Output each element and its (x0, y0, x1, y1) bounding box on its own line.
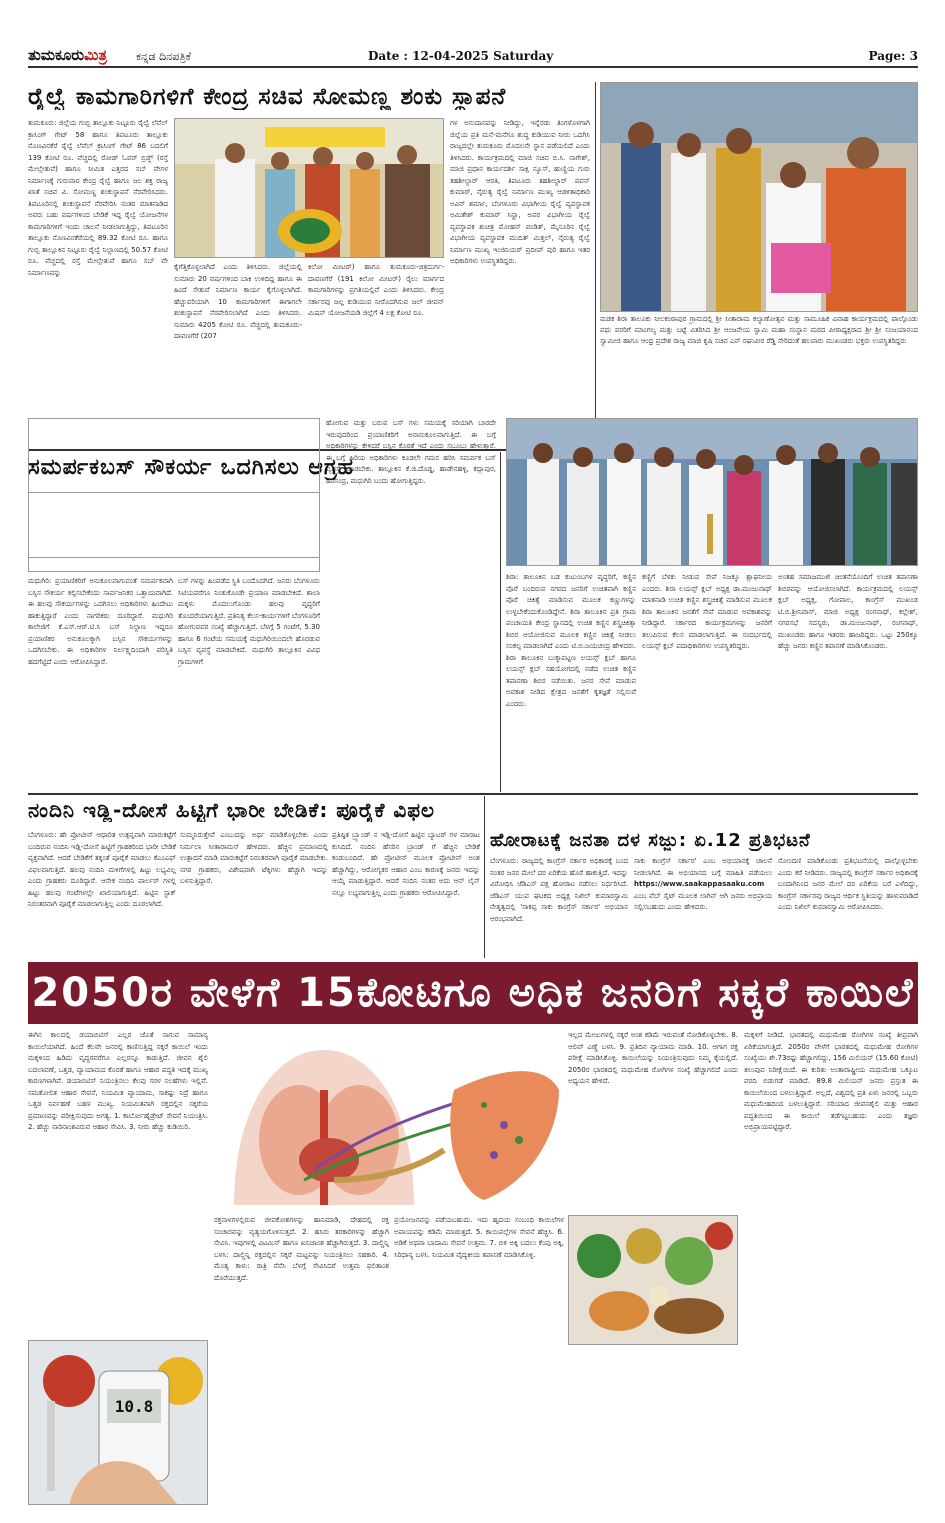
tagline: ಕನ್ನಡ ದಿನಪತ್ರಿಕೆ (136, 50, 192, 63)
page-number: Page: 3 (868, 49, 918, 63)
headline-bus-service: ಸಮರ್ಪಕಬಸ್ ಸೌಕರ್ಯ ಒದಗಿಸಲು ಆಗ್ರಹ (28, 455, 354, 480)
column-divider (500, 452, 501, 792)
jds-website-link[interactable]: https://www.saakappasaaku.com (634, 880, 765, 888)
article-eye-col1: ಶಿರಾ: ತಾಲೂಕಿನ ಬಡ ಕುಟುಂಬಗಳ ವೃದ್ಧರಿಗೆ, ಕಣ್ಣಿನ ಪೊರೆ ಬಂದಿರುವ ನಗರದ ಜನರಿಗೆ ಉಚಿತವಾಗಿ ಕಣ್ಣಿನ ಪೊರೆ ಚಿಕಿತ್ಸೆ ಮಾಡಿಸುವ ಮೂಲಕ ಕಣ್ಣುಗಳನ್ನು ಉಳ್ಳಬೇಕೆಂದುಕೊಂಡಿದ್ದೇನೆ. ಶಿರಾ ತಾಲೂಕಿನ ಪ್ರತಿ ಗ್ರಾಮ ಪಂಚಾಯತಿ ಕೇಂದ್ರ ಸ್ಥಾನದಲ್ಲಿ ಉಚಿತ ಕಣ್ಣಿನ ಶಸ್ತ್ರಚಿಕಿತ್ಸಾ ಶಿಬಿರ ಆಯೋಜಿಸುವ ಮೂಲಕ ಕಣ್ಣಿನ ಚಿಕಿತ್ಸೆ ನೀಡಲು ಸಂಕಲ್ಪ ಮಾಡಲಾಗಿದೆ ಎಂದು ಟಿ.ಬಿ.ಜಯಚಂದ್ರ ಹೇಳಿದರು. ಶಿರಾ ತಾಲೂಕಿನ ಬುಕ್ಕಾಪಟ್ಟಣ ಲಯನ್ಸ್ ಕ್ಲಬ್ ಹಾಗೂ ಲಯನ್ಸ್ ಕ್ಲಬ್ ಸಹಯೋಗದಲ್ಲಿ ನಡೆದ ಉಚಿತ ಕಣ್ಣಿನ ತಪಾಸಣಾ ಶಿಬಿರ ನಡೆಯಿತು. ಜನರ ಸೇವೆ ಮಾಡುವ ಅವಕಾಶ ನೀಡಿದ ಕ್ಷೇತ್ರದ ಜನತೆಗೆ ಕೃತಜ್ಞತೆ ಸಲ್ಲಿಸುವೆ ಎಂದರು. (506, 573, 636, 708)
photo-eye-camp-inauguration (506, 418, 918, 566)
column-divider (484, 796, 485, 958)
headline-railway: ರೈಲ್ವೆ ಕಾಮಗಾರಿಗಳಿಗೆ ಕೇಂದ್ರ ಸಚಿವ ಸೋಮಣ್ಣ ಶಂಕು ಸ್ಥಾಪನೆ (28, 84, 507, 110)
article-diabetes-col5: ಮಕ್ಕಳಿಗೆ ನೀಡಿದೆ. ಭಾರತದಲ್ಲಿ ಮಧುಮೇಹ ರೋಗಿಗಳ ಸಂಖ್ಯೆ ತೀವ್ರವಾಗಿ ಏರಿಕೆಯಾಗುತ್ತಿದೆ. 2050ರ ವೇಳೆಗೆ ಭಾರತದಲ್ಲಿ ಮಧುಮೇಹ ರೋಗಿಗಳ ಸಂಖ್ಯೆಯು ಶೇ.73ರಷ್ಟು ಹೆಚ್ಚಾಗಲಿದ್ದು, 156 ಮಿಲಿಯನ್ (15.60 ಕೋಟಿ) ತಲುಪುವ ನಿರೀಕ್ಷೆಯಿದೆ. ಈ ಕುರಿತು ಅಂತಾರಾಷ್ಟ್ರೀಯ ಮಧುಮೇಹ ಒಕ್ಕೂಟ ವರದಿ ಬಿಡುಗಡೆ ಮಾಡಿದೆ. 89.8 ಮಿಲಿಯನ್ ಜನರು ಪ್ರಸ್ತುತ ಈ ಕಾಯಿಲೆಯಿಂದ ಬಳಲುತ್ತಿದ್ದಾರೆ. ಅಲ್ಲದೆ, ವಿಶ್ವದಲ್ಲಿ ಪ್ರತಿ ಏಳು ಜನರಲ್ಲಿ ಒಬ್ಬರು ಮಧುಮೇಹದಿಂದ ಬಳಲುತ್ತಿದ್ದಾರೆ. ಸರಿಯಾದ ಜೀವನಶೈಲಿ ಮತ್ತು ಆಹಾರ ಪದ್ಧತಿಯಿಂದ ಈ ಕಾಯಿಲೆ ತಡೆಗಟ್ಟಬಹುದು ಎಂದು ತಜ್ಞರು ಅಭಿಪ್ರಾಯಪಟ್ಟಿದ್ದಾರೆ. (744, 1031, 918, 1131)
article-diabetes-col4b (568, 1350, 738, 1505)
issue-date: Date : 12-04-2025 Saturday (368, 49, 554, 63)
banner-headline-diabetes: 2050ರ ವೇಳೆಗೆ 15ಕೋಟಿಗೂ ಅಧಿಕ ಜನರಿಗೆ ಸಕ್ಕರೆ ಕಾಯಿಲೆ (28, 962, 918, 1024)
illustration-pancreas (214, 1030, 564, 1210)
article-diabetes-col2: ರಕ್ತನಾಳಗಳಲ್ಲಿರುವ ಜೀವಕೋಶಗಳನ್ನು ಹಾನಿಮಾಡಿ, ದೇಹದಲ್ಲಿ ರಕ್ತ ಸಂಚಾರವನ್ನು ವ್ಯತ್ಯಯಗೊಳಿಸುತ್ತದೆ. 2. ಹಸಿರು ತರಕಾರಿಗಳನ್ನು ಹೆಚ್ಚಾಗಿ ಸೇವಿಸಿ. ಇವುಗಳಲ್ಲಿ ವಿಟಮಿನ್ ಹಾಗೂ ಖನಿಜಾಂಶ ಹೆಚ್ಚಾಗಿರುತ್ತದೆ. 3. ದಾಲ್ಚಿನ್ನಿ ಬಳಸಿ: ದಾಲ್ಚಿನ್ನಿ ರಕ್ತದಲ್ಲಿನ ಸಕ್ಕರೆ ಮಟ್ಟವನ್ನು ನಿಯಂತ್ರಿಸಲು ಸಹಕಾರಿ. 4. ಮೆಂತ್ಯ ಕಾಳು: ರಾತ್ರಿ ನೆನೆಸಿ ಬೆಳಗ್ಗೆ ಸೇವಿಸಿದರೆ ಉತ್ತಮ ಫಲಿತಾಂಶ ದೊರೆಯುತ್ತದೆ. (214, 1216, 389, 1282)
section-divider (28, 793, 918, 795)
newspaper-logo: ತುಮಕೂರುಮಿತ್ರ (28, 46, 107, 64)
article-eye-col2: ಕಣ್ಣಿಗೆ ಬೆಳಕು ನೀಡುವ ಸೇವೆ ನಿಜಕ್ಕೂ ಶ್ಲಾಘನೀಯ ಎಂದರು. ಶಿರಾ ಲಯನ್ಸ್ ಕ್ಲಬ್ ಅಧ್ಯಕ್ಷ ಡಾ.ಮಂಜುನಾಥ್ ಮಾತನಾಡಿ ಉಚಿತ ಕಣ್ಣಿನ ಶಸ್ತ್ರಚಿಕಿತ್ಸೆ ಮಾಡಿಸುವ ಮೂಲಕ ಶಿರಾ ತಾಲೂಕಿನ ಜನತೆಗೆ ಸೇವೆ ಮಾಡುವ ಅವಕಾಶವನ್ನು ನೀಡಿದ್ದಾರೆ. ಸರ್ಕಾರದ ಕಾರ್ಯಕ್ರಮಗಳನ್ನು ಜನರಿಗೆ ತಲುಪಿಸುವ ಕೆಲಸ ಮಾಡಲಾಗುತ್ತಿದೆ. ಈ ಸಂದರ್ಭದಲ್ಲಿ ಲಯನ್ಸ್ ಕ್ಲಬ್ ಪದಾಧಿಕಾರಿಗಳು ಉಪಸ್ಥಿತರಿದ್ದರು. (642, 573, 772, 650)
article-railway-col2: ಕೈಗೆತ್ತಿಕೊಳ್ಳಲಾಗಿದೆ ಎಂದು ತಿಳಿಸಿದರು. ಜಿಲ್ಲೆಯಲ್ಲಿ ಸುಮಾರು 20 ವರ್ಷಗಳಿಂದ ಬಾಕಿ ಉಳಿದಿದ್ದ ಹಾಗೂ ಈ ಹಿಂದೆ ಸೇತುವೆ ನಿರ್ಮಾಣ ಕಾರ್ಯ ಕೈಗೊಳ್ಳಲಾಗಿದೆ. ಹೆಚ್ಚುವರಿಯಾಗಿ 10 ಕಾಮಗಾರಿಗಳಿಗೆ ಈಗಾಗಲೇ ಶಂಕುಸ್ಥಾಪನೆ ನೆರವೇರಿಸಲಾಗಿದೆ ಎಂದು ತಿಳಿಸಿದರು. ಸುಮಾರು 4205 ಕೋಟಿ ರೂ. ವೆಚ್ಚದಲ್ಲಿ ತುಮಕೂರು-ದಾವಣಗೆರೆ (207 (174, 263, 302, 340)
article-railway-col4: ಗಳ ಅನುದಾನವನ್ನು ನೀಡಿದ್ದು, ಇನ್ನೆರಡು ತಿಂಗಳೊಳಗಾಗಿ ಜಿಲ್ಲೆಯ ಪ್ರತಿ ಮನೆ-ಮನೆಗೂ ಶುದ್ಧ ಕುಡಿಯುವ ನೀರು ಒದಗಿಸಿ ರಾಜ್ಯದಲ್ಲೇ ತುಮಕೂರು ಮೊದಲನೇ ಸ್ಥಾನ ಪಡೆಯಲಿದೆ ಎಂದು ತಿಳಿಸಿದರು. ಕಾರ್ಯಕ್ರಮದಲ್ಲಿ ಮಾಜಿ ಸಚಿವ ಬಿ.ಸಿ. ನಾಗೇಶ್, ಮಾಜಿ ಪ್ರಧಾನ ಕಾರ್ಯದರ್ಶಿ ಸಾಕ್ಷಿ ನ್ಯೂಸ್, ಹುಣ್ಣಿಯ ಗುರು ತಹಶೀಲ್ದಾರ್ ಆರತಿ, ತಿಪಟೂರು ತಹಶೀಲ್ದಾರ್ ಪವನ್ ಕುಮಾರ್, ನೈರುತ್ಯ ರೈಲ್ವೆ ನಿರ್ಮಾಣ ಮುಖ್ಯ ಆಡಳಿತಾಧಿಕಾರಿ ಅವಿನ್ ಶರ್ಮಾ, ಬೆಂಗಳೂರು ವಿಭಾಗೀಯ ರೈಲ್ವೆ ವ್ಯವಸ್ಥಾಪಕ ಅಮಿತೇಶ್ ಕುಮಾರ್ ಸಿನ್ಹಾ, ಅಪರ ವಿಭಾಗೀಯ ರೈಲ್ವೆ ವ್ಯವಸ್ಥಾಪಕ ಶುಚಿತ್ರ ಮೋಹನ್ ಪಂಡಿತ್, ಮೈಸೂರಿನ ರೈಲ್ವೆ ವಿಭಾಗೀಯ ವ್ಯವಸ್ಥಾಪಕ ಮುದಿತ್ ಮಿತ್ತಲ್, ನೈರುತ್ಯ ರೈಲ್ವೆ ನಿರ್ಮಾಣ ಮುಖ್ಯ ಇಂಜಿನಿಯರ್ ಪ್ರದೀಪ್ ಪುರಿ ಹಾಗೂ ಇತರ ಅಧಿಕಾರಿಗಳು ಉಪಸ್ಥಿತರಿದ್ದರು. (450, 119, 590, 265)
photo-healthy-food (568, 1215, 738, 1345)
article-jds-col2: ಸಾಕು ಕಾಂಗ್ರೆಸ್ ಸರ್ಕಾರ' ಎಂಬ ಅಭಿಯಾನಕ್ಕೆ ಚಾಲನೆ ನೀಡಲಾಗಿದೆ. ಈ ಅಭಿಯಾನದ ಬಗ್ಗೆ ಮಾಹಿತಿ ಪಡೆಯಲು https://www.saakappasaaku.com ಎಂಬ ವೆಬ್ ಸೈಟ್ ಮೂಲಕ ಲಾಗಿನ್ ಆಗಿ ಜನರು ಅಭಿಪ್ರಾಯ ಸಲ್ಲಿಸಬಹುದು ಎಂದು ಹೇಳಿದರು. (634, 857, 772, 911)
article-diabetes-col4: ಇಲ್ಲದ ಮೇಜುಗಳಲ್ಲಿ ಸಕ್ಕರೆ ಅಂಶ ಕಡಿಮೆ ಇರುವಂತೆ ನೋಡಿಕೊಳ್ಳಬೇಕು. 8. ಆಲಿವ್ ಎಣ್ಣೆ ಬಳಸಿ. 9. ಪ್ರತಿದಿನ ವ್ಯಾಯಾಮ ಮಾಡಿ. 10. ಆಗಾಗ ರಕ್ತ ಪರೀಕ್ಷೆ ಮಾಡಿಸಿಕೊಳ್ಳಿ. ಕಾಯಿಲೆಯನ್ನು ನಿಯಂತ್ರಿಸುವುದು ನಿಮ್ಮ ಕೈಯಲ್ಲಿದೆ. 2050ರ ಭಾರತದಲ್ಲಿ ಮಧುಮೇಹ ರೋಗಿಗಳ ಸಂಖ್ಯೆ ಹೆಚ್ಚಾಗಲಿದೆ ಎಂದು ಅಧ್ಯಯನ ಹೇಳಿದೆ. (568, 1031, 738, 1085)
glucometer-reading: 10.8 (114, 1397, 154, 1416)
article-bus-col2: ಬಸ್ ಗಳನ್ನು ಹಿಂಪಡೆದ ಸ್ಥಿತಿ ಬಂದೊದಗಿದೆ. ಜನರು ಬೆಂಗಳೂರು ಸಿಟಿಯವರೆಗೂ ನಿಂತುಕೊಂಡೇ ಪ್ರಯಾಣ ಮಾಡಬೇಕಿದೆ. ಶಾಲಾ ಮಕ್ಕಳು ಮೊದಲುಗೊಂಡು ಹಲವು ವೃದ್ಧರಿಗೆ ತೊಂದರೆಯಾಗುತ್ತಿದೆ. ಪ್ರತಿನಿತ್ಯ ಕೆಲಸ-ಕಾರ್ಯಗಳಿಗೆ ಬೆಂಗಳೂರಿಗೆ ಹೋಗುವವರ ಸಂಖ್ಯೆ ಹೆಚ್ಚಾಗುತ್ತಿದೆ. ಬೆಳಗ್ಗೆ 5 ಗಂಟೆಗೆ, 5.30 ಹಾಗೂ 6 ಗಂಟೆಯ ಸಮಯಕ್ಕೆ ಮಧುಗಿರಿಯಿಂದಲೇ ಹೊರಡುವ ಬಸ್ಸಿನ ವ್ಯವಸ್ಥೆ ಮಾಡಬೇಕಿದೆ. ಮಧುಗಿರಿ ತಾಲ್ಲೂಕಿನ ವಿವಿಧ ಗ್ರಾಮಗಳಿಗೆ (178, 577, 320, 666)
article-jds-col1: ಬೆಂಗಳೂರು: ರಾಜ್ಯದಲ್ಲಿ ಕಾಂಗ್ರೆಸ್ ಸರ್ಕಾರ ಅಧಿಕಾರಕ್ಕೆ ಬಂದ ನಂತರ ಜನರ ಮೇಲೆ ದರ ಏರಿಕೆಯ ಹೊರೆ ಹಾಕುತ್ತಿದೆ. ಇದನ್ನು ವಿರೋಧಿಸಿ ಜೆಡಿಎಸ್ ಪಕ್ಷ ಹೋರಾಟ ನಡೆಸಲು ನಿರ್ಧರಿಸಿದೆ. ಜೆಡಿಎಸ್ ಯುವ ಘಟಕದ ಅಧ್ಯಕ್ಷ ನಿಖಿಲ್ ಕುಮಾರಸ್ವಾಮಿ ನೇತೃತ್ವದಲ್ಲಿ 'ಸಾಕಪ್ಪ ಸಾಕು ಕಾಂಗ್ರೆಸ್ ಸರ್ಕಾರ' ಅಭಿಯಾನ ಆರಂಭವಾಗಿದೆ. (490, 857, 628, 923)
masthead (28, 44, 918, 68)
photo-bus-stand-view (28, 492, 320, 572)
caption-mass-wedding: ಮಡಕ ಶಿರಾ ತಾಲೂಕು ನೀಲಕಂಠಾಪುರ ಗ್ರಾಮದಲ್ಲಿ ಶ್ರೀ ಸೀತಾರಾಮ ಕಲ್ಯಾಣೋತ್ಸವ ಮತ್ತು ಸಾಮೂಹಿಕ ವಿವಾಹ ಕಾರ್ಯಕ್ರಮದಲ್ಲಿ ಪಾಲ್ಗೊಂಡು ವಧು ವರರಿಗೆ ಮಾಂಗಲ್ಯ ಮತ್ತು ಬಟ್ಟೆ ವಿತರಿಸಿದ ಶ್ರೀ ಆಂಜನೇಯ ಸ್ವಾಮಿ ಮಹಾ ಸಂಸ್ಥಾನ ಮಠದ ಪೀಠಾಧ್ಯಕ್ಷರಾದ ಶ್ರೀ ಶ್ರೀ ಸಂಜಯಾನಂದ ಸ್ವಾಮೀಜಿ ಹಾಗೂ ಆಂಧ್ರ ಪ್ರದೇಶ ರಾಜ್ಯ ಮಾಜಿ ಕೃಷಿ ಸಚಿವ ಎನ್ ರಘುವೀರ ರೆಡ್ಡಿ ಸೇರಿದಂತೆ ಹಲವಾರು ಮುಖಂಡರು ಭಕ್ತರು ಉಪಸ್ಥಿತರಿದ್ದರು (600, 315, 918, 345)
article-bus-col1: ಮಧುಗಿರಿ: ಪ್ರಯಾಣಿಕರಿಗೆ ಅನುಕೂಲವಾಗುವಂತೆ ಸಮರ್ಪಕವಾಗಿ ಬಸ್ಸಿನ ಸೌಕರ್ಯ ಕಲ್ಪಿಸಬೇಕೆಂದು ಸಾರ್ವಜನಿಕರ ಒತ್ತಾಯವಾಗಿದೆ. ಈ ಹಲವು ಸೌಕರ್ಯಗಳನ್ನು ಒದಗಿಸಲು ಅಧಿಕಾರಿಗಳು ಹಿಂದೇಟು ಹಾಕುತ್ತಿದ್ದಾರೆ ಎಂದು ನಾಗರಿಕರು ದೂರಿದ್ದಾರೆ. ಮಧುಗಿರಿ ಕಾಲೇಜಿಗೆ ಕೆ.ಎಸ್.ಆರ್.ಟಿ.ಸಿ ಬಸ್ ನಿಲ್ದಾಣ ಇದ್ದರೂ ಪ್ರಯಾಣಿಕರ ಅನುಕೂಲಕ್ಕಾಗಿ ಬಸ್ಸಿನ ಸೌಕರ್ಯಗಳನ್ನು ಒದಗಿಸಬೇಕು. ಈ ಅಧಿಕಾರಿಗಳ ನಿರ್ಲಕ್ಷ್ಯದಿಂದಾಗಿ ಪರಿಸ್ಥಿತಿ ಹದಗೆಟ್ಟಿದೆ ಎಂದು ಆರೋಪಿಸಿದ್ದಾರೆ. (28, 577, 173, 666)
photo-glucometer (28, 1340, 208, 1505)
article-nandini-col2: ಸುಮ್ಮನಿರುತ್ತೇವೆ ಎಂಬುದನ್ನು ಅರ್ಥ ಮಾಡಿಕೊಳ್ಳಬೇಕು ಎಂದು ನಿರ್ಮಲಾ ಸೀತಾರಾಮನ್ ಹೇಳಿದರು. ಹೆಚ್ಚಿನ ಪ್ರಮಾಣದಲ್ಲಿ ಉತ್ಪಾದನೆ ಮಾಡಿ ಮಾರುಕಟ್ಟೆಗೆ ನಿರಂತರವಾಗಿ ಪೂರೈಕೆ ಮಾಡಬೇಕು. ನಗರ ಗ್ರಾಹಕರು, ವಿಶೇಷವಾಗಿ ಟೆಕ್ಕಿಗಳು ಹೆಚ್ಚಾಗಿ ಇದನ್ನು ಬಳಸುತ್ತಿದ್ದಾರೆ. (180, 831, 328, 885)
column-divider (595, 82, 596, 448)
photo-railway-ceremony (174, 118, 444, 258)
article-jds-col3: ನೋಂದಣಿ ಮಾಡಿಕೊಂಡು ಪ್ರತಿಭಟನೆಯಲ್ಲಿ ಪಾಲ್ಗೊಳ್ಳಬೇಕು ಎಂದು ಕರೆ ನೀಡಿದರು. ರಾಜ್ಯದಲ್ಲಿ ಕಾಂಗ್ರೆಸ್ ಸರ್ಕಾರ ಅಧಿಕಾರಕ್ಕೆ ಬಂದಾಗಿನಿಂದ ಜನರ ಮೇಲೆ ದರ ಏರಿಕೆಯ ಬರೆ ಎಳೆದಿದ್ದು, ಕಾಂಗ್ರೆಸ್ ಸರ್ಕಾರವು ರಾಜ್ಯದ ಆರ್ಥಿಕ ಸ್ಥಿತಿಯನ್ನು ಹಾಳುಮಾಡಿದೆ ಎಂದು ನಿಖಿಲ್ ಕುಮಾರಸ್ವಾಮಿ ಆರೋಪಿಸಿದರು. (778, 857, 918, 911)
headline-nandini-batter: ನಂದಿನಿ ಇಡ್ಲಿ-ದೋಸೆ ಹಿಟ್ಟಿಗೆ ಭಾರೀ ಬೇಡಿಕೆ: ಪೂರೈಕೆ ವಿಫಲ (28, 798, 436, 822)
article-nandini-col3: ಪ್ರತಿಷ್ಠಿತ ಬ್ರ್ಯಾಂಡ್ ನ ಇಡ್ಲಿ-ದೋಸೆ ಹಿಟ್ಟಿನ ಬ್ಯಾಟರ್ ಗಳ ಮಾರಾಟ ಕುಸಿದಿದೆ. ನಂದಿನಿ ಹೆಸರಿನ ಬ್ರಾಂಡ್ ಗೆ ಹೆಚ್ಚಿನ ಬೇಡಿಕೆ ಕಂಡುಬಂದಿದೆ. ಹೇ ಪ್ರೋಟೀನ್ ಮೂಲಕ ಪ್ರೋಟೀನ್ ಅಂಶ ಹೆಚ್ಚಾಗಿದ್ದು, ಆರೋಗ್ಯಕರ ಆಹಾರ ಎಂಬ ಕಾರಣಕ್ಕೆ ಜನರು ಇದನ್ನು ಆಯ್ಕೆ ಮಾಡುತ್ತಿದ್ದಾರೆ. ಆದರೆ ನಂದಿನಿ ನಂತರ ಅದು ಆನ್ ಲೈನ್ ನಲ್ಲೂ ಲಭ್ಯವಾಗುತ್ತಿಲ್ಲ ಎಂದು ಗ್ರಾಹಕರು ಆರೋಪಿಸಿದ್ದಾರೆ. (332, 831, 480, 897)
article-bus-col-top: ಹೋಗುವ ಮತ್ತು ಬರುವ ಬಸ್ ಗಳು ಸಮಯಕ್ಕೆ ಸರಿಯಾಗಿ ಬಾರದೇ ಇರುವುದರಿಂದ ಪ್ರಯಾಣಿಕರಿಗೆ ಅನಾನುಕೂಲವಾಗುತ್ತಿದೆ. ಈ ಬಗ್ಗೆ ಅಧಿಕಾರಿಗಳನ್ನು ಕೇಳಿದರೆ ಬಸ್ಸಿನ ಕೊರತೆ ಇದೆ ಎಂದು ಸಬೂಬು ಹೇಳುತ್ತಾರೆ. ಈ ಬಗ್ಗೆ ಹಿರಿಯ ಅಧಿಕಾರಿಗಳು ಕೂಡಲೇ ಗಮನ ಹರಿಸಿ ಸಮರ್ಪಕ ಬಸ್ ವ್ಯವಸ್ಥೆ ಮಾಡಬೇಕು. ತಾಲ್ಲೂಕಿನ ಕೆ.ಜಿ.ದೊಡ್ಡ, ಹಾಡೇನಹಳ್ಳಿ, ಕದ್ಲಾಪುರ, ಹರಿಸಂದ್ರ, ಮಧುಗಿರಿ ಬಂದು ಹೋಗುತ್ತಿದ್ದರು. (326, 419, 496, 485)
photo-mass-wedding (600, 82, 918, 312)
headline-jds-protest: ಹೋರಾಟಕ್ಕೆ ಜನತಾ ದಳ ಸಜ್ಜು: ಏ.12 ಪ್ರತಿಭಟನೆ (490, 830, 811, 851)
article-nandini-col1: ಬೆಂಗಳೂರು: ಹೇ ಪ್ರೋಟೀನ್ ಆಧಾರಿತ ಉತ್ಪನ್ನವಾಗಿ ಮಾರುಕಟ್ಟೆಗೆ ಬಂದಿರುವ ನಂದಿನಿ ಇಡ್ಲಿ-ದೋಸೆ ಹಿಟ್ಟಿಗೆ ಗ್ರಾಹಕರಿಂದ ಭಾರೀ ಬೇಡಿಕೆ ವ್ಯಕ್ತವಾಗಿದೆ. ಆದರೆ ಬೇಡಿಕೆಗೆ ತಕ್ಕಂತೆ ಪೂರೈಕೆ ಮಾಡಲು ಕೆಎಂಎಫ್ ವಿಫಲವಾಗುತ್ತಿದೆ. ಹಲವು ನಂದಿನಿ ಮಳಿಗೆಗಳಲ್ಲಿ ಹಿಟ್ಟು ಲಭ್ಯವಿಲ್ಲ ಎಂದು ಗ್ರಾಹಕರು ದೂರಿದ್ದಾರೆ. ಆನೇಕ ನಂದಿನಿ ಪಾರ್ಲರ್ ಗಳಲ್ಲಿ ಹಿಟ್ಟು ಹಲವು ಗಂಟೆಗಳಲ್ಲೇ ಖಾಲಿಯಾಗುತ್ತಿದೆ. ಹಿಟ್ಟಿನ ಸ್ಟಾಕ್ ನಿರಂತರವಾಗಿ ಪೂರೈಕೆ ಮಾಡಲಾಗುತ್ತಿಲ್ಲ ಎಂದು ದೂರಲಾಗಿದೆ. (28, 831, 176, 908)
article-railway-col3: ಕಿಲೋ ಮೀಟರ್) ಹಾಗೂ ತುಮಕೂರು-ಚಿತ್ರದುರ್ಗ-ದಾವಣಗೆರೆ (191 ಕಿಲೋ ಮೀಟರ್) ರೈಲು ಮಾರ್ಗದ ಕಾಮಗಾರಿಗಳನ್ನು ಪ್ರಗತಿಯಲ್ಲಿವೆ ಎಂದು ತಿಳಿಸಿದರು. ಕೇಂದ್ರ ಸರ್ಕಾರವು ಜಲ್ಲ ಕುಡಿಯುವ ನೀರೊದಗಿಸುವ ಜಲ್ ಜೀವನ್ ಮಿಷನ್ ಯೋಜನೆಯಡಿ ಜಿಲ್ಲೆಗೆ 4 ಲಕ್ಷ ಕೋಟಿ ರೂ. (308, 263, 444, 317)
article-diabetes-col3: ಪ್ರಯೋಜನವನ್ನು ಪಡೆಯಬಹುದು. ಇದು ಹೃದಯ ಸಂಬಂಧಿ ಕಾಯಿಲೆಗಳ ಅಪಾಯವನ್ನು ಕಡಿಮೆ ಮಾಡುತ್ತದೆ. 5. ಕಾಯಿಪಲ್ಲೆಗಳ ಸೇವನೆ ಹೆಚ್ಚಿಸಿ. 6. ಅಡಿಕೆ ಅಥವಾ ಬಾದಾಮಿ ಸೇವನೆ ಉತ್ತಮ. 7. ಬಿಳಿ ಅಕ್ಕಿ ಬದಲು ಕೆಂಪು ಅಕ್ಕಿ, ಸಿರಿಧಾನ್ಯ ಬಳಸಿ. ನಿಯಮಿತ ವೈದ್ಯಕೀಯ ತಪಾಸಣೆ ಮಾಡಿಸಿಕೊಳ್ಳಿ. (394, 1216, 564, 1259)
article-diabetes-col1: ಈಗಿನ ಕಾಲದಲ್ಲಿ ಡಯಾಬಿಟಿಸ್ ಎಲ್ಲರ ಜೊತೆ ಸಾಗುವ ಸಾಮಾನ್ಯ ಕಾಯಿಲೆಯಾಗಿದೆ. ಹಿಂದೆ ಕೆಲವೇ ಜನರಲ್ಲಿ ಕಾಣಿಸುತ್ತಿದ್ದ ಸಕ್ಕರೆ ಕಾಯಿಲೆ ಇಂದು ಮಕ್ಕಳಿಂದ ಹಿಡಿದು ವೃದ್ಧರವರೆಗೂ ಎಲ್ಲರನ್ನೂ ಕಾಡುತ್ತಿದೆ. ಜೀವನ ಶೈಲಿ ಬದಲಾವಣೆ, ಒತ್ತಡ, ವ್ಯಾಯಾಮದ ಕೊರತೆ ಹಾಗೂ ಆಹಾರ ಪದ್ಧತಿ ಇದಕ್ಕೆ ಮುಖ್ಯ ಕಾರಣಗಳಾಗಿವೆ. ಡಯಾಬಿಟಿಸ್ ನಿಯಂತ್ರಿಸಲು ಕೆಲವು ಸರಳ ಸಲಹೆಗಳು ಇಲ್ಲಿವೆ. ಸಮತೋಲಿತ ಆಹಾರ ಸೇವನೆ, ನಿಯಮಿತ ವ್ಯಾಯಾಮ, ಸಾಕಷ್ಟು ನಿದ್ರೆ ಹಾಗೂ ಒತ್ತಡ ನಿರ್ವಹಣೆ ಬಹಳ ಮುಖ್ಯ. ನಿಯಮಿತವಾಗಿ ರಕ್ತದಲ್ಲಿನ ಸಕ್ಕರೆಯ ಪ್ರಮಾಣವನ್ನು ಪರೀಕ್ಷಿಸುವುದು ಅಗತ್ಯ. 1. ಕಾರ್ಬೋಹೈಡ್ರೇಟ್ ಸೇವನೆ ನಿಯಂತ್ರಿಸಿ. 2. ಹೆಚ್ಚು ನಾರಿನಾಂಶವಿರುವ ಆಹಾರ ಸೇವಿಸಿ. 3. ನೀರು ಹೆಚ್ಚು ಕುಡಿಯಿರಿ. (28, 1031, 208, 1131)
article-railway-col1: ತುಮಕೂರು: ಜಿಲ್ಲೆಯ ಗುಬ್ಬಿ ತಾಲ್ಲೂಕು ನಿಟ್ಟೂರು ರೈಲ್ವೆ ಲೆವೆಲ್ ಕ್ರಾಸಿಂಗ್ ಗೇಟ್ 58 ಹಾಗೂ ತಿಪಟೂರು ತಾಲ್ಲೂಕು ನೊಣವಿನಕೆರೆ ರೈಲ್ವೆ ಲೆವೆಲ್ ಕ್ರಾಸಿಂಗ್ ಗೇಟ್ 86 ಬದಲಿಗೆ 139 ಕೋಟಿ ರೂ. ವೆಚ್ಚದಲ್ಲಿ ರೋಡ್ ಓವರ್ ಬ್ರಿಡ್ಜ್ (ರಸ್ತೆ ಮೇಲ್ಸೇತುವೆ) ಹಾಗೂ ಸೀಮಿತ ಎತ್ತರದ ಸಬ್ ವೇಗಳ ನಿರ್ಮಾಣಕ್ಕೆ ಗುರುವಾರ ಕೇಂದ್ರ ರೈಲ್ವೆ ಹಾಗೂ ಜಲ ಶಕ್ತಿ ರಾಜ್ಯ ಖಾತೆ ಸಚಿವ ವಿ. ಸೋಮಣ್ಣ ಶಂಕುಸ್ಥಾಪನೆ ನೆರವೇರಿಸಿದರು. ತಿಪಟೂರಿನಲ್ಲಿ ಶಂಕುಸ್ಥಾಪನೆ ನೆರವೇರಿಸಿ ನಂತರ ಮಾತನಾಡಿದ ಅವರು ಬಹು ವರ್ಷಗಳಿಂದ ಬೇಡಿಕೆ ಇದ್ದ ರೈಲ್ವೆ ಯೋಜನೆಗಳ ಕಾಮಗಾರಿಗಳಿಗೆ ಇಂದು ಚಾಲನೆ ನೀಡಲಾಗುತ್ತಿದ್ದು, ತಿಪಟೂರಿನ ತಾಲ್ಲೂಕು ನೊಣವಿನಕೆರೆಯಲ್ಲಿ 89.32 ಕೋಟಿ ರೂ. ಹಾಗೂ ಗುಬ್ಬಿ ತಾಲ್ಲೂಕಿನ ನಿಟ್ಟೂರು ರೈಲ್ವೆ ನಿಲ್ದಾಣದಲ್ಲಿ 50.57 ಕೋಟಿ ರೂ. ವೆಚ್ಚದಲ್ಲಿ ರಸ್ತೆ ಮೇಲ್ಸೇತುವೆ ಹಾಗೂ ಸಬ್ ವೇ ನಿರ್ಮಾಣವನ್ನು (28, 119, 168, 277)
article-eye-col3: ಅಂತಹ ಸಮಾಜಮುಖಿ ಚಿಂತನೆಯೊಂದಿಗೆ ಉಚಿತ ತಪಾಸಣಾ ಶಿಬಿರವನ್ನು ಆಯೋಜಿಸಲಾಗಿದೆ. ಕಾರ್ಯಕ್ರಮದಲ್ಲಿ ಲಯನ್ಸ್ ಕ್ಲಬ್ ಅಧ್ಯಕ್ಷ, ಗೋಪಾಲ, ಕಾಂಗ್ರೆಸ್ ಮುಖಂಡ ಟಿ.ಬಿ.ಶ್ರೀನಿವಾಸ್, ಮಾಜಿ ಅಧ್ಯಕ್ಷ ರಂಗನಾಥ್, ಕಲ್ಲೇಶ್, ನಗರಸಭೆ ಸದಸ್ಯರು, ಡಾ.ಮಂಜುನಾಥ್, ರಂಗನಾಥ್, ಮುಖಂಡರು ಹಾಗೂ ಇತರರು ಹಾಜರಿದ್ದರು. ಒಟ್ಟು 250ಕ್ಕೂ ಹೆಚ್ಚು ಜನರು ಕಣ್ಣಿನ ತಪಾಸಣೆ ಮಾಡಿಸಿಕೊಂಡರು. (778, 573, 918, 650)
